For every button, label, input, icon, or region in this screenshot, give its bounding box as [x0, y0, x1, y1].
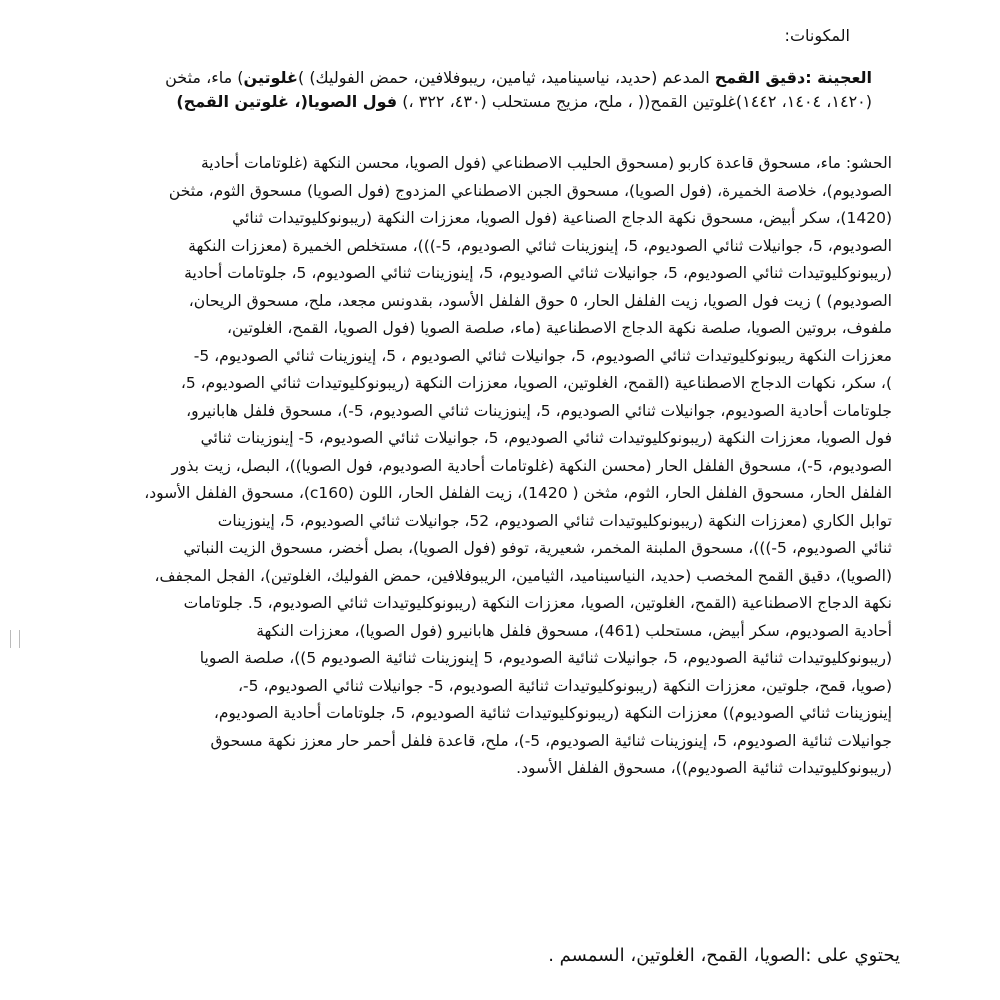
- filling-line: (ريبونوكليوتيدات ثنائية الصوديوم، 5، جوانيلات ثنائية الصوديوم، 5 إينوزينات ثنائية الصوديوم 5))، صلصة الصويا: [199, 649, 892, 667]
- allergens-statement: يحتوي على :الصويا، القمح، الغلوتين، السمسم .: [548, 945, 900, 966]
- soy-wheat-term: فول الصويا(، غلوتين القمح): [176, 92, 398, 111]
- filling-line: ملفوف، بروتين الصويا، صلصة نكهة الدجاج الاصطناعية (ماء، صلصة الصويا (فول الصويا، القمح، الغلوتين،: [226, 319, 892, 337]
- filling-line: معززات النكهة ريبونوكليوتيدات ثنائي الصوديوم، 5، جوانيلات ثنائي الصوديوم ، 5، إينوزينات ثنائي الصوديوم، 5-: [193, 346, 892, 365]
- filling-line: نكهة الدجاج الاصطناعية (القمح، الغلوتين، الصويا، معززات النكهة (ريبونوكليوتيدات ثنائي الصوديوم، 5. جلوتامات: [183, 594, 892, 612]
- dough-label: العجينة :: [805, 68, 872, 87]
- ingredients-heading: المكونات:: [784, 26, 850, 45]
- filling-line: إينوزينات ثنائي الصوديوم)) معززات النكهة (ريبونوكليوتيدات ثنائية الصوديوم، 5، جلوتامات أحادية الصوديوم،: [213, 704, 892, 722]
- filling-line: فول الصويا، معززات النكهة (ريبونوكليوتيدات ثنائي الصوديوم، 5، جوانيلات ثنائي الصوديوم، 5- إينوزينات ثنائي: [200, 429, 892, 447]
- filling-line: الفلفل الحار، مسحوق الفلفل الحار، الثوم، مثخن ( 1420)، زيت الفلفل الحار، اللون (c160)، مسحوق الفلفل الأسود،: [144, 484, 892, 502]
- filling-line: (صويا، قمح، جلوتين، معززات النكهة (ريبونوكليوتيدات ثنائية الصوديوم، 5- جوانيلات ثنائي الصوديوم، 5-،: [237, 676, 892, 695]
- filling-line: الحشو: ماء، مسحوق قاعدة كاربو (مسحوق الحليب الاصطناعي (فول الصويا، محسن النكهة (غلوتامات أحادية: [200, 154, 892, 172]
- scan-artifact-mark: [10, 630, 20, 648]
- filling-line: أحادية الصوديوم، سكر أبيض، مستحلب (461)، مسحوق فلفل هابانيرو (فول الصويا)، معززات النكهة: [256, 621, 892, 640]
- filling-line: الصوديوم)، خلاصة الخميرة، (فول الصويا)، مسحوق الجبن الاصطناعي المزدوج (فول الصويا) مسحوق الثوم، مثخن: [168, 181, 892, 200]
- dough-text-part-2: ) ماء، مثخن (١٤٢٠، ١٤٠٤، ١٤٤٢)غلوتين القمح(( ، ملح، مزيج مستحلب (٤٣٠، ٣٢٢ ،): [165, 68, 872, 111]
- filling-line: الصوديوم) ) زيت فول الصويا، زيت الفلفل الحار، ٥ حوق الفلفل الأسود، بقدونس مجعد، ملح، مسحوق الريحان،: [188, 291, 892, 310]
- gluten-term: غلوتين: [243, 68, 298, 87]
- dough-text-part-1: المدعم (حديد، نياسيناميد، ثيامين، ريبوفلافين، حمض الفوليك) ): [297, 68, 715, 87]
- wheat-flour-term: دقيق القمح: [714, 68, 806, 87]
- filling-line: الصوديوم، 5-)، مسحوق الفلفل الحار (محسن النكهة (غلوتامات أحادية الصوديوم، فول الصويا))، البصل، زيت بذور: [171, 456, 892, 475]
- filling-line: (الصويا)، دقيق القمح المخصب (حديد، النياسيناميد، الثيامين، الريبوفلافين، حمض الفوليك، الغلوتين)، الفجل المجفف،: [154, 566, 892, 585]
- filling-line: ثنائي الصوديوم، 5-)))، مسحوق الملبنة المخمر، شعيرية، توفو (فول الصويا)، بصل أخضر، مسحوق الزيت النباتي: [183, 539, 892, 557]
- filling-line: )، سكر، نكهات الدجاج الاصطناعية (القمح، الغلوتين، الصويا، معززات النكهة (ريبونوكليوتيدات ثنائي الصوديوم، 5،: [180, 374, 892, 392]
- filling-line: توابل الكاري (معززات النكهة (ريبونوكليوتيدات ثنائي الصوديوم، 52، جوانيلات ثنائي الصوديوم، 5، إينوزينات: [217, 511, 892, 530]
- filling-paragraph: [112, 150, 892, 783]
- filling-line: جلوتامات أحادية الصوديوم، جوانيلات ثنائي الصوديوم، 5، إينوزينات ثنائي الصوديوم، 5-)، مسحوق فلفل هابانيرو،: [186, 401, 892, 420]
- filling-line: (1420)، سكر أبيض، مسحوق نكهة الدجاج الصناعية (فول الصويا، معززات النكهة (ريبونوكليوتيدات ثنائي: [232, 209, 892, 227]
- filling-line: (ريبونوكليوتيدات ثنائية الصوديوم))، مسحوق الفلفل الأسود.: [516, 759, 892, 777]
- filling-line: (ريبونوكليوتيدات ثنائي الصوديوم، 5، جوانيلات ثنائي الصوديوم، 5، إينوزينات ثنائي الصوديوم، 5، جلوتامات أحادية: [184, 264, 892, 282]
- dough-paragraph: [132, 66, 872, 114]
- filling-line: الصوديوم، 5، جوانيلات ثنائي الصوديوم، 5، إينوزينات ثنائي الصوديوم، 5-)))، مستخلص الخميرة (معززات النكهة: [188, 236, 892, 255]
- filling-line: جوانيلات ثنائية الصوديوم، 5، إينوزينات ثنائية الصوديوم، 5-)، ملح، قاعدة فلفل أحمر حار معزز نكهة مسحوق: [210, 731, 892, 750]
